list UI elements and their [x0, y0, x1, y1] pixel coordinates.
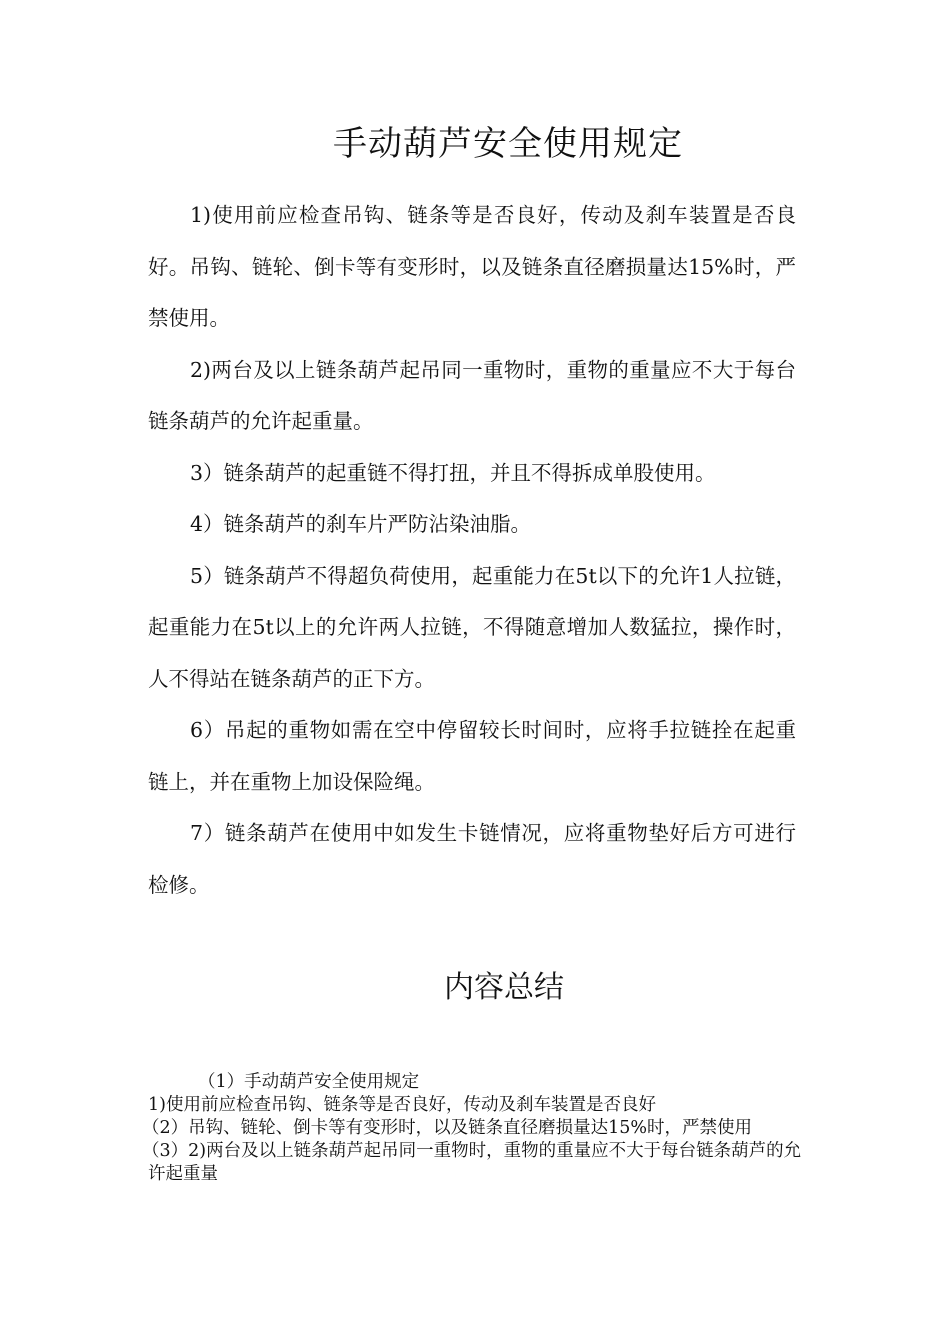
summary-line-2: 1)使用前应检查吊钩、链条等是否良好，传动及刹车装置是否良好 [148, 1095, 656, 1115]
rule-paragraph-4: 4）链条葫芦的刹车片严防沾染油脂。 [190, 512, 532, 536]
rule-paragraph-3: 3）链条葫芦的起重链不得打扭，并且不得拆成单股使用。 [190, 460, 716, 485]
rule-paragraph-7: 7）链条葫芦在使用中如发生卡链情况，应将重物垫好后方可进行检修。 [148, 821, 796, 897]
summary-line-1: （1）手动葫芦安全使用规定 [198, 1072, 420, 1092]
summary-heading: 内容总结 [444, 970, 564, 1005]
rule-paragraph-2: 2)两台及以上链条葫芦起吊同一重物时，重物的重量应不大于每台链条葫芦的允许起重量。 [148, 357, 796, 433]
rule-paragraph-6: 6）吊起的重物如需在空中停留较长时间时，应将手拉链拴在起重链上，并在重物上加设保险绳。 [148, 718, 796, 794]
document-body [148, 190, 796, 911]
summary-section [142, 1071, 804, 1186]
document-title: 手动葫芦安全使用规定 [333, 124, 683, 164]
rule-paragraph-1: 1)使用前应检查吊钩、链条等是否良好，传动及刹车装置是否良好。吊钩、链轮、倒卡等有变形时，以及链条直径磨损量达15%时，严禁使用。 [148, 203, 796, 330]
summary-line-4: （3）2)两台及以上链条葫芦起吊同一重物时，重物的重量应不大于每台链条葫芦的允许起重量 [142, 1141, 802, 1184]
summary-line-3: （2）吊钩、链轮、倒卡等有变形时，以及链条直径磨损量达15%时，严禁使用 [142, 1118, 753, 1138]
rule-paragraph-5: 5）链条葫芦不得超负荷使用，起重能力在5t以下的允许1人拉链，起重能力在5t以上的允许两人拉链，不得随意增加人数猛拉，操作时，人不得站在链条葫芦的正下方。 [148, 563, 796, 691]
